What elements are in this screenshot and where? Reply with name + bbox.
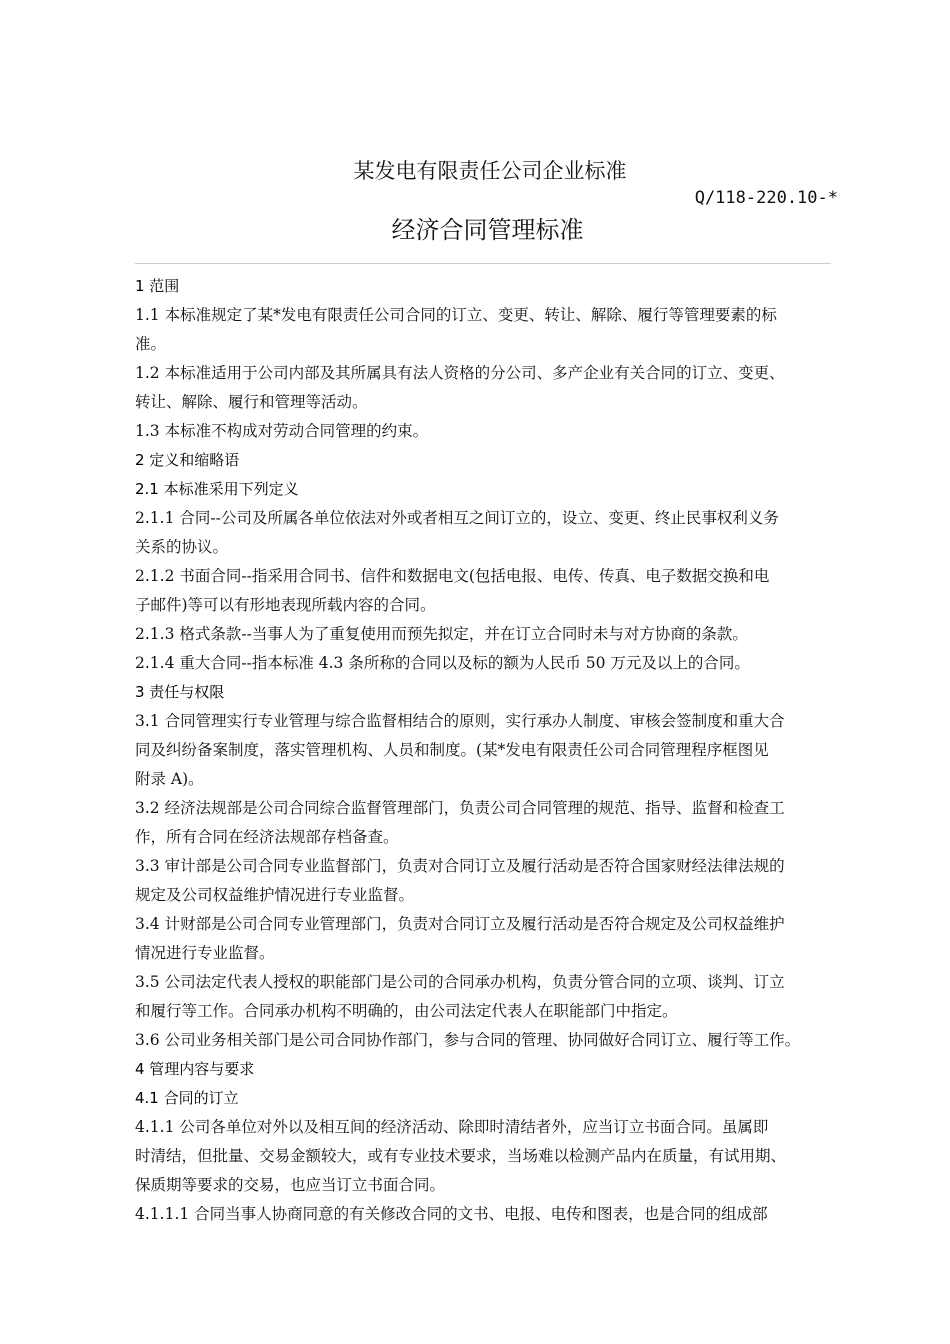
paragraph-line: 关系的协议。 xyxy=(135,538,229,556)
section-heading: 4 管理内容与要求 xyxy=(135,1060,255,1078)
paragraph-line: 4.1.1.1 合同当事人协商同意的有关修改合同的文书、电报、电传和图表，也是合同的组成部 xyxy=(135,1205,768,1223)
paragraph-line: 规定及公司权益维护情况进行专业监督。 xyxy=(135,886,415,904)
paragraph-line: 情况进行专业监督。 xyxy=(135,944,275,962)
document-title: 经济合同管理标准 xyxy=(391,216,584,244)
standard-code: Q/118-220.10-* xyxy=(694,188,838,208)
section-heading: 3 责任与权限 xyxy=(135,683,225,701)
document-body xyxy=(135,272,855,1229)
paragraph-line: 3.2 经济法规部是公司合同综合监督管理部门，负责公司合同管理的规范、指导、监督和检查工 xyxy=(135,799,785,817)
paragraph-line: 2.1.4 重大合同--指本标准 4.3 条所称的合同以及标的额为人民币 50 万元及以上的合同。 xyxy=(135,654,750,672)
paragraph-line: 3.1 合同管理实行专业管理与综合监督相结合的原则，实行承办人制度、审核会签制度和重大合 xyxy=(135,712,785,730)
paragraph-line: 4.1.1 公司各单位对外以及相互间的经济活动、除即时清结者外，应当订立书面合同。虽属即 xyxy=(135,1118,769,1136)
header-divider xyxy=(135,263,831,264)
paragraph-line: 1.2 本标准适用于公司内部及其所属具有法人资格的分公司、多产企业有关合同的订立、变更、 xyxy=(135,364,785,382)
paragraph-line: 转让、解除、履行和管理等活动。 xyxy=(135,393,368,411)
section-heading: 2 定义和缩略语 xyxy=(135,451,240,469)
section-heading: 2.1 本标准采用下列定义 xyxy=(135,480,299,498)
section-heading: 1 范围 xyxy=(135,277,180,295)
paragraph-line: 3.6 公司业务相关部门是公司合同协作部门，参与合同的管理、协同做好合同订立、履行等工作。 xyxy=(135,1031,801,1049)
paragraph-line: 3.4 计财部是公司合同专业管理部门，负责对合同订立及履行活动是否符合规定及公司权益维护 xyxy=(135,915,785,933)
paragraph-line: 1.1 本标准规定了某*发电有限责任公司合同的订立、变更、转让、解除、履行等管理要素的标 xyxy=(135,306,777,324)
section-heading: 4.1 合同的订立 xyxy=(135,1089,239,1107)
paragraph-line: 2.1.1 合同--公司及所属各单位依法对外或者相互之间订立的，设立、变更、终止民事权利义务 xyxy=(135,509,779,527)
paragraph-line: 准。 xyxy=(135,335,167,353)
paragraph-line: 子邮件)等可以有形地表现所载内容的合同。 xyxy=(135,596,436,614)
paragraph-line: 同及纠纷备案制度，落实管理机构、人员和制度。(某*发电有限责任公司合同管理程序框图见 xyxy=(135,741,769,759)
paragraph-line: 和履行等工作。合同承办机构不明确的，由公司法定代表人在职能部门中指定。 xyxy=(135,1002,678,1020)
paragraph-line: 保质期等要求的交易，也应当订立书面合同。 xyxy=(135,1176,446,1194)
paragraph-line: 2.1.3 格式条款--当事人为了重复使用而预先拟定，并在订立合同时未与对方协商的条款。 xyxy=(135,625,748,643)
paragraph-line: 1.3 本标准不构成对劳动合同管理的约束。 xyxy=(135,422,429,440)
paragraph-line: 2.1.2 书面合同--指采用合同书、信件和数据电文(包括电报、电传、传真、电子数据交换和电 xyxy=(135,567,770,585)
company-standard-heading: 某发电有限责任公司企业标准 xyxy=(353,159,627,183)
paragraph-line: 附录 A)。 xyxy=(135,770,204,788)
paragraph-line: 时清结，但批量、交易金额较大，或有专业技术要求，当场难以检测产品内在质量，有试用期、 xyxy=(135,1147,787,1165)
paragraph-line: 3.3 审计部是公司合同专业监督部门，负责对合同订立及履行活动是否符合国家财经法律法规的 xyxy=(135,857,785,875)
paragraph-line: 作，所有合同在经济法规部存档备查。 xyxy=(135,828,399,846)
paragraph-line: 3.5 公司法定代表人授权的职能部门是公司的合同承办机构，负责分管合同的立项、谈判、订立 xyxy=(135,973,785,991)
